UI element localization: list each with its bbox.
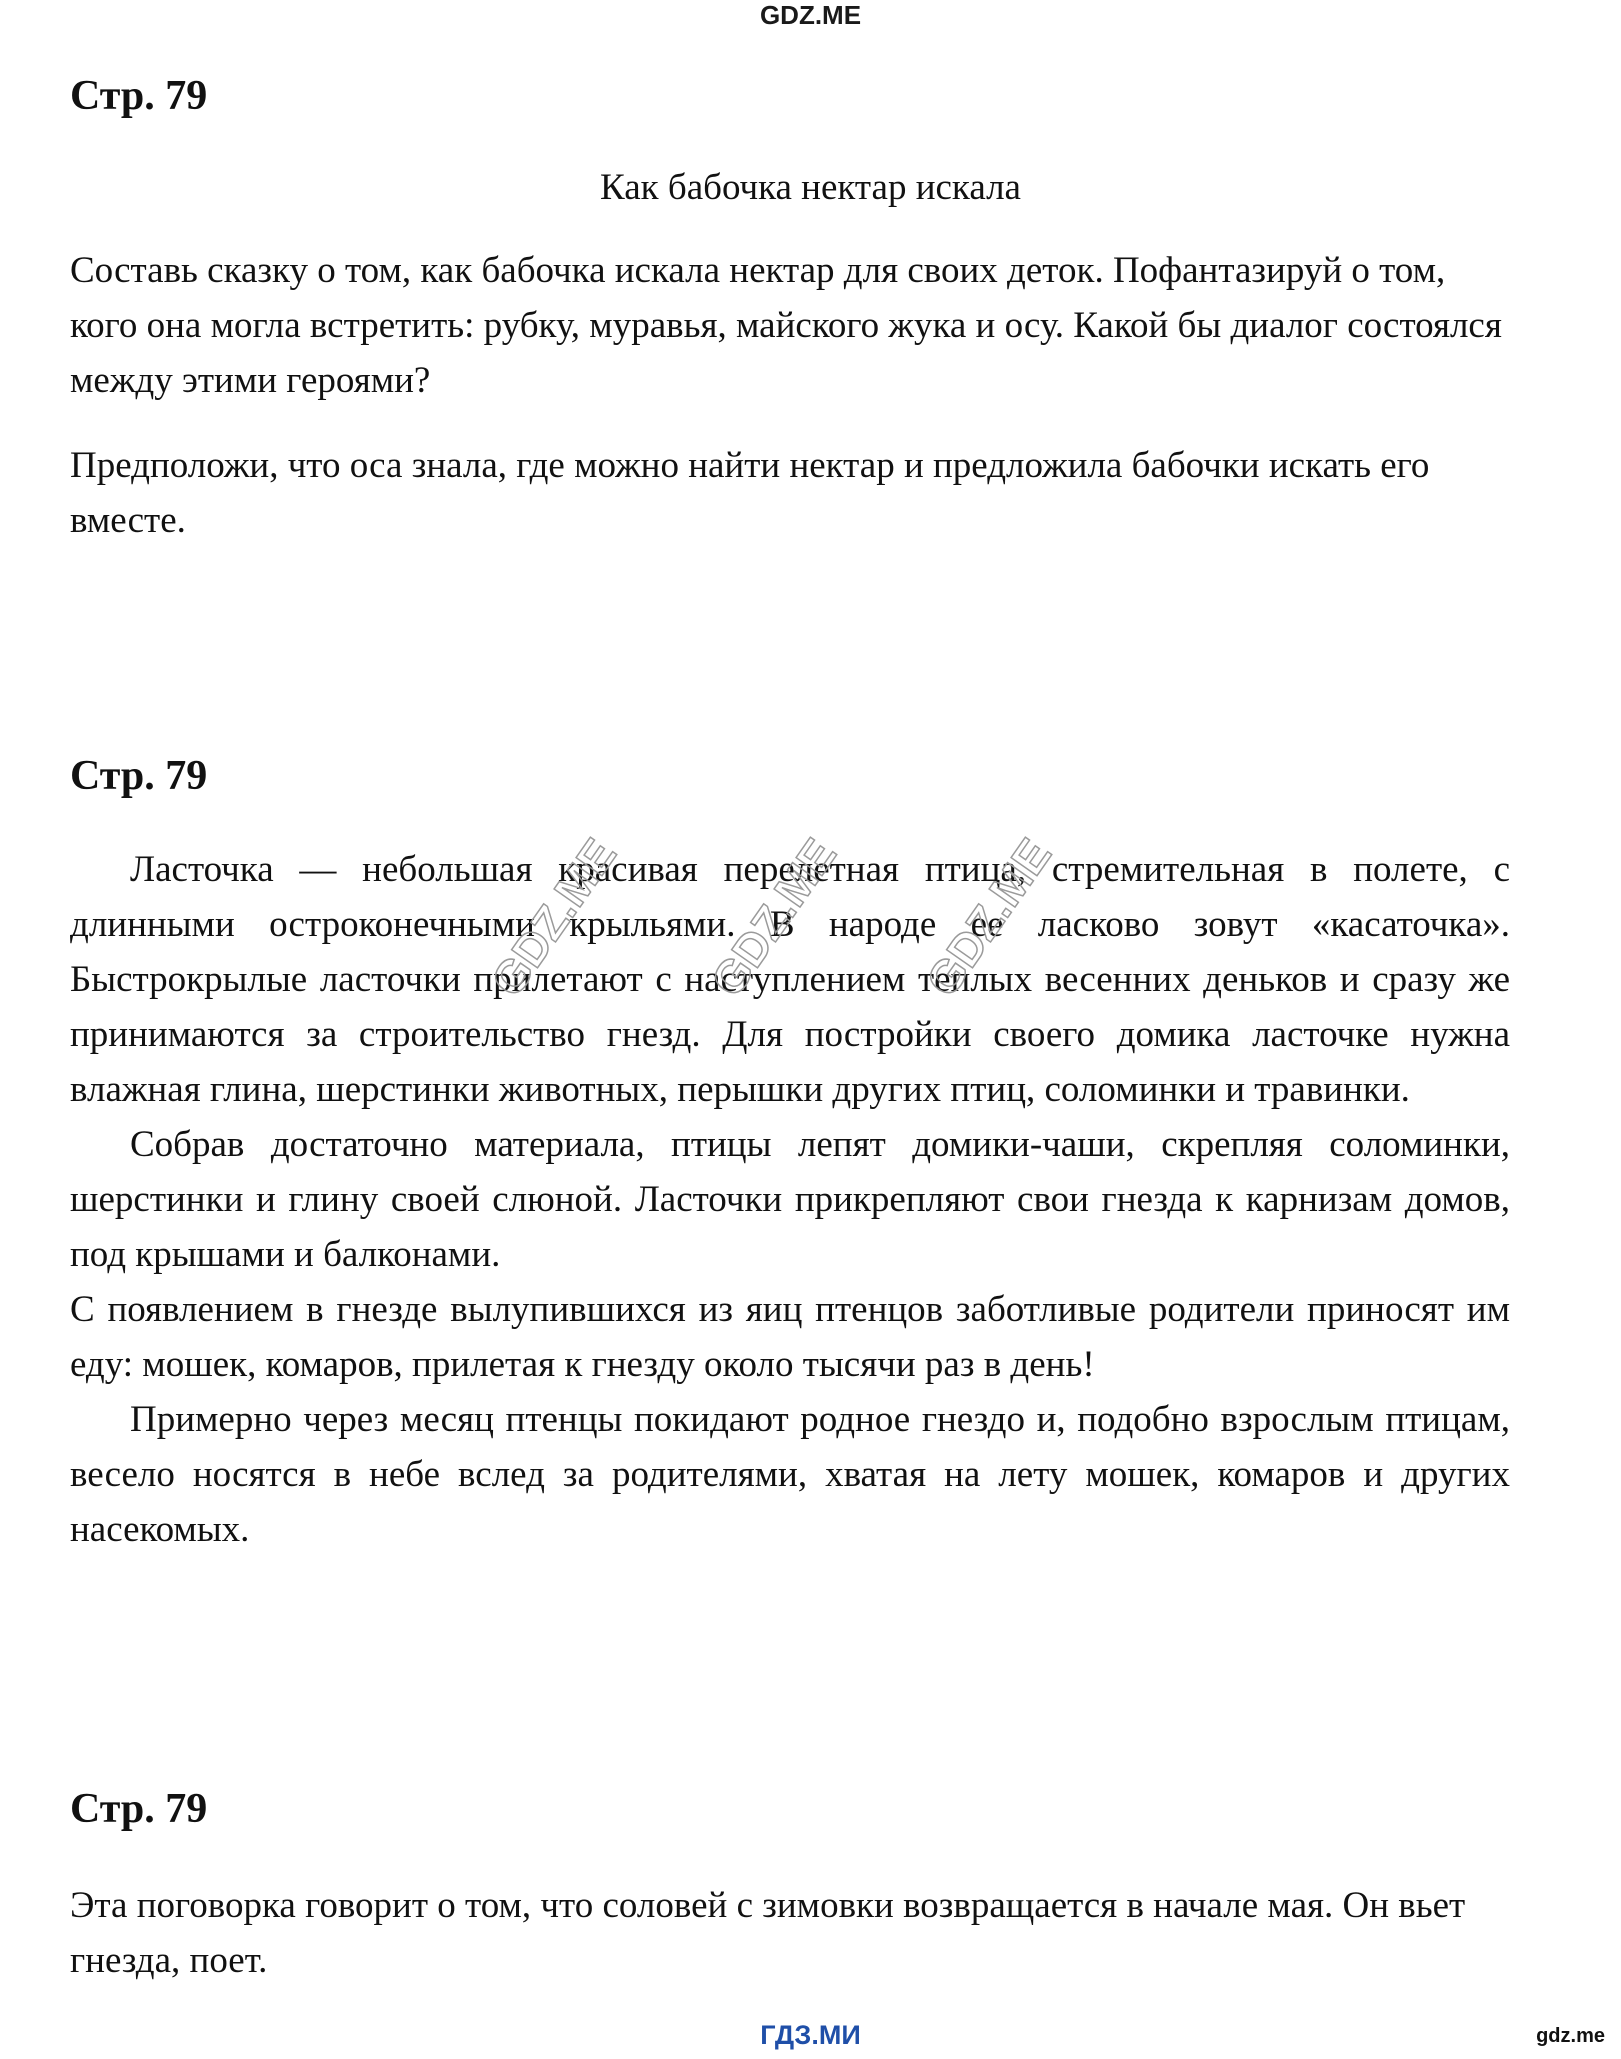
section-1-heading: Стр. 79: [70, 73, 208, 119]
section-2-paragraph-3: С появлением в гнезде вылупившихся из яиц птенцов заботливые родители приносят им еду: мошек, комаров, прилетая к гнезду около тысячи раз в день!: [70, 1289, 1510, 1385]
section-1-title: Как бабочка нектар искала: [600, 167, 1021, 208]
footer-site-mark: ГДЗ.МИ: [760, 2020, 861, 2050]
watermark-1: GDZ.ME: [480, 829, 627, 1006]
section-2-body: [70, 842, 1510, 1557]
watermark-2: GDZ.ME: [700, 829, 847, 1006]
section-3-paragraph-1: Эта поговорка говорит о том, что соловей с зимовки возвращается в начале мая. Он вьет гнезда, поет.: [70, 1885, 1466, 1981]
section-1-paragraph-1: Составь сказку о том, как бабочка искала нектар для своих деток. Пофантазируй о том, кого она могла встретить: рубку, муравья, майского жука и осу. Какой бы диалог состоялся между этими героями?: [70, 250, 1502, 401]
section-2-paragraph-4: Примерно через месяц птенцы покидают родное гнездо и, подобно взрослым птицам, весело носятся в небе вслед за родителями, хватая на лету мошек, комаров и других насекомых.: [70, 1399, 1510, 1550]
section-2-paragraph-2: Собрав достаточно материала, птицы лепят домики-чаши, скрепляя соломинки, шерстинки и глину своей слюной. Ласточки прикрепляют свои гнезда к карнизам домов, под крышами и балконами.: [70, 1124, 1510, 1275]
section-2-heading: Стр. 79: [70, 753, 208, 799]
header-site-mark: GDZ.ME: [759, 0, 862, 30]
section-3-heading: Стр. 79: [70, 1786, 208, 1832]
section-1-paragraph-2: Предположи, что оса знала, где можно найти нектар и предложила бабочки искать его вместе.: [70, 445, 1430, 541]
corner-site-mark: gdz.me: [1536, 2025, 1605, 2047]
watermark-3: GDZ.ME: [915, 829, 1062, 1006]
section-2-paragraph-1: Ласточка — небольшая красивая перелетная птица, стремительная в полете, с длинными остроконечными крыльями. В народе ее ласково зовут «касаточка». Быстрокрылые ласточки прилетают с наступлением теплых весенних деньков и сразу же принимаются за строительство гнезд. Для постройки своего домика ласточке нужна влажная глина, шерстинки животных, перышки других птиц, соломинки и травинки.: [70, 849, 1510, 1110]
